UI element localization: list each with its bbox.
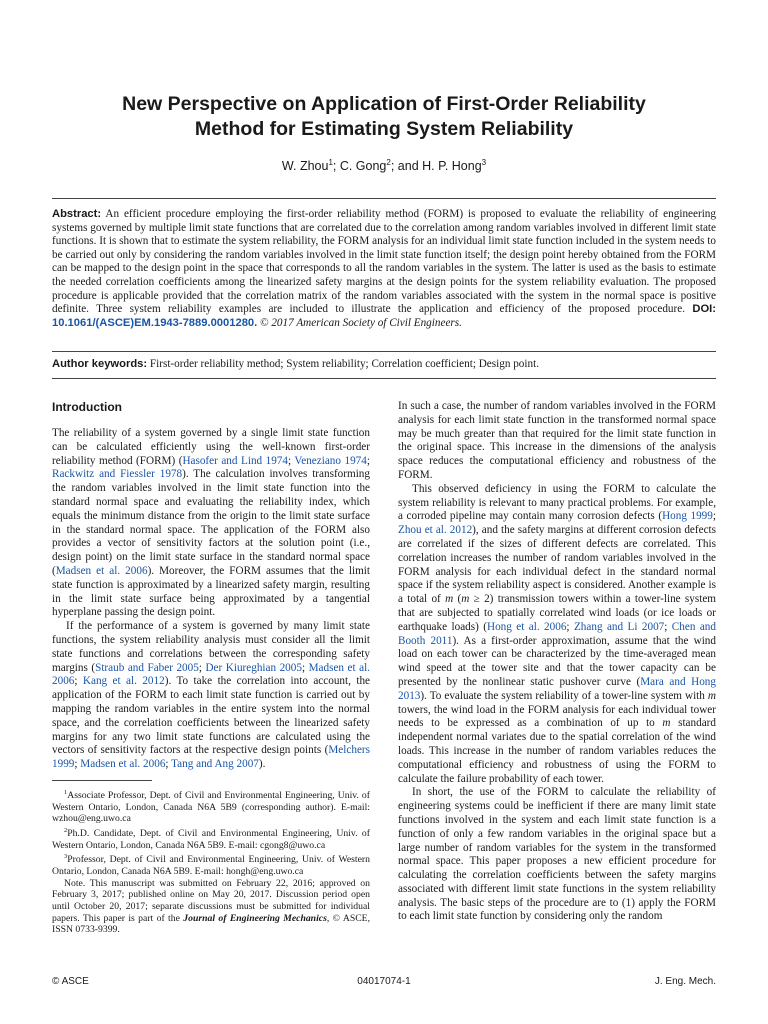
author-1-sup: 1 — [328, 158, 333, 167]
abstract-copyright: © 2017 American Society of Civil Engineers. — [260, 316, 462, 329]
citation-link[interactable]: Tang and Ang 2007 — [171, 758, 259, 771]
abstract-label: Abstract: — [52, 208, 102, 220]
footer-article-number: 04017074-1 — [357, 976, 411, 987]
citation-link[interactable]: Hasofer and Lind 1974 — [182, 454, 288, 467]
author-1: W. Zhou — [281, 159, 329, 174]
title-line-2: Method for Estimating System Reliability — [194, 118, 574, 140]
citation-link[interactable]: Rackwitz and Fiessler 1978 — [52, 468, 183, 481]
citation-link[interactable]: Zhou et al. 2012 — [398, 524, 473, 537]
author-2: ; C. Gong — [332, 159, 387, 174]
section-heading-introduction: Introduction — [52, 400, 122, 414]
citation-link[interactable]: Mara and Hong 2013 — [398, 675, 716, 702]
manuscript-note: Note. This manuscript was submitted on February 22, 2016; approved on February 3, 2017; published online on May 20, 2017. Discussion period open until October 20, 2017; separate discussions must be submitted for individual papers. This paper is part of the Journal of Engineering Mechanics, © ASCE, ISSN 0733-9399. — [52, 877, 371, 936]
citation-link[interactable]: Hong et al. 2006 — [486, 620, 567, 633]
citation-link[interactable]: Madsen et al. 2006 — [55, 564, 148, 577]
keywords-label: Author keywords: — [52, 358, 148, 370]
keywords-text: First-order reliability method; System reliability; Correlation coefficient; Design point. — [149, 358, 540, 370]
footnote-rule — [52, 780, 152, 781]
author-2-sup: 2 — [386, 158, 391, 167]
footnote-3: $^3$Professor, Dept. of Civil and Environmental Engineering, Univ. of Western Ontario, London, Canada N6A 5B9. E-mail: hongh@eng.uwo.ca — [52, 853, 370, 878]
right-paragraph-3: In short, the use of the FORM to calculate the reliability of engineering systems could be inefficient if there are many limit state functions involved in the system and each limit state function is a function of only a few random variables in the original space but a large number of random variables for the system in the transformed normal space. This paper proposes a new efficient procedure for calculating the correlation coefficients between the safety margins associated with different limit state functions in the system reliability analysis. The basic steps of the procedure are to (1) apply the FORM to each limit state function by considering only the random — [398, 786, 716, 923]
page-footer — [52, 976, 716, 990]
citation-link[interactable]: Veneziano 1974 — [294, 454, 367, 467]
footnotes — [52, 787, 370, 936]
title-line-1: New Perspective on Application of First-Order Reliability — [122, 93, 646, 115]
abstract-top-rule — [52, 198, 716, 199]
citation-link[interactable]: Straub and Faber 2005 — [95, 661, 199, 674]
doi-link[interactable]: 10.1061/(ASCE)EM.1943-7889.0001280. — [52, 316, 258, 329]
keywords-top-rule — [52, 351, 716, 352]
author-keywords — [52, 357, 716, 371]
citation-link[interactable]: Hong 1999 — [662, 510, 713, 523]
citation-link[interactable]: Melchers 1999 — [52, 744, 370, 771]
intro-paragraph-2: If the performance of a system is governed by many limit state functions, the system reliability analysis must consider all the limit state functions and correlations between the corresponding safety margins (Straub and Faber 2005; Der Kiureghian 2005; Madsen et al. 2006; Kang et al. 2012). To take the correlation into account, the application of the FORM to each limit state function is carried out by mapping the random variables in the entire system into the normal space, and the correlation coefficients between the linearized safety margins for any two limit state functions are calculated using the vectors of sensitivity factors at the respective design points (Melchers 1999; Madsen et al. 2006; Tang and Ang 2007). — [52, 620, 371, 771]
left-column — [52, 400, 370, 936]
abstract — [52, 208, 716, 330]
intro-paragraph-1: The reliability of a system governed by a single limit state function can be calculated efficiently using the well-known first-order reliability method (FORM) (Hasofer and Lind 1974; Veneziano 1974; Rackwitz and Fiessler 1978). The calculation involves transforming the random variables involved in the limit state function into the standard normal space and evaluating the reliability index, which equals the minimum distance from the origin to the limit state surface in the standard normal space. The application of the FORM also provides a vector of sensitivity factors at the solution point (i.e., design point) on the limit state surface in the standard normal space (Madsen et al. 2006). Moreover, the FORM assumes that the limit state function is approximated by a linearized safety margin, resulting in the limit state surface being approximated by a tangential hyperplane passing the design point. — [52, 427, 370, 619]
keywords-bottom-rule — [52, 378, 716, 379]
journal-name: Journal of Engineering Mechanics — [183, 912, 327, 924]
footnote-1: $^1$Associate Professor, Dept. of Civil and Environmental Engineering, Univ. of Western Ontario, London, Canada N6A 5B9 (corresponding author). E-mail: wzhou@eng.uwo.ca — [52, 788, 370, 825]
author-3-sup: 3 — [481, 158, 487, 167]
citation-link[interactable]: Chen and Booth 2011 — [398, 620, 716, 647]
citation-link[interactable]: Der Kiureghian 2005 — [205, 661, 302, 674]
citation-link[interactable]: Kang et al. 2012 — [82, 675, 165, 688]
doi-label: DOI: — [692, 303, 716, 316]
right-paragraph-1: In such a case, the number of random variables involved in the FORM analysis for each limit state function in the transformed normal space may be much greater than that required for the limit state function in the original space. This increase in the dimensions of the analysis space reduces the computational efficiency and robustness of the FORM. — [398, 400, 716, 481]
abstract-text: An efficient procedure employing the first-order reliability method (FORM) is proposed to evaluate the reliability of engineering systems governed by multiple limit state functions that are correlated due to the correlation among random variables involved in different limit state functions. It is shown that to estimate the system reliability, the FORM analysis for an individual limit state function included in the system needs to be carried out only by considering the random variables involved in the limit state function itself; the design point hereby obtained from the FORM can be mapped to the design point in the space that corresponds to all the random variables in the system. The latter is used as the basis to estimate the needed correlation coefficients among the linearized safety margins at the design points for the system reliability evaluation. The proposed procedure is applicable provided that the correlation matrix of the random variables associated with the system in the normal space is positive definite. Three system reliability examples are included to illustrate the application and efficiency of the proposed procedure. — [52, 208, 716, 316]
right-column — [398, 400, 716, 924]
footnote-2: $^2$Ph.D. Candidate, Dept. of Civil and Environmental Engineering, Univ. of Western Ontario, London, Canada N6A 5B9. E-mail: cgong8@uwo.ca — [52, 826, 370, 851]
right-paragraph-2: This observed deficiency in using the FORM to calculate the system reliability is relevant to many practical problems. For example, a corroded pipeline may contain many corrosion defects (Hong 1999; Zhou et al. 2012), and the safety margins at different corrosion defects are correlated if the sizes of different defects are correlated. This correlation increases the number of random variables involved in the FORM analysis for each individual defect in the standard normal space if the system reliability aspect is considered. Another example is a total of m (m ≥ 2) transmission towers within a tower-line system that are subjected to spatially correlated wind loads (or ice loads or earthquake loads) (Hong et al. 2006; Zhang and Li 2007; Chen and Booth 2011). As a first-order approximation, assume that the wind load on each tower can be characterized by the time-averaged mean wind speed at the tower site and that the tower capacity can be presented by the nonlinear static pushover curve (Mara and Hong 2013). To evaluate the system reliability of a tower-line system with m towers, the wind load in the FORM analysis for each individual tower needs to be expressed as a combination of up to m standard independent normal variates due to the spatial correlation of the wind loads. This increase in the number of random variables reduces the computational efficiency and robustness of using the FORM to calculate the failure probability of each tower. — [398, 482, 717, 785]
footer-publisher: © ASCE — [52, 976, 89, 987]
author-3: ; and H. P. Hong — [390, 159, 482, 174]
author-list — [60, 158, 708, 173]
footer-journal-abbrev: J. Eng. Mech. — [654, 976, 716, 987]
citation-link[interactable]: Madsen et al. 2006 — [52, 661, 370, 688]
paper-title — [60, 92, 708, 142]
citation-link[interactable]: Madsen et al. 2006 — [80, 758, 166, 771]
citation-link[interactable]: Zhang and Li 2007 — [573, 620, 665, 633]
